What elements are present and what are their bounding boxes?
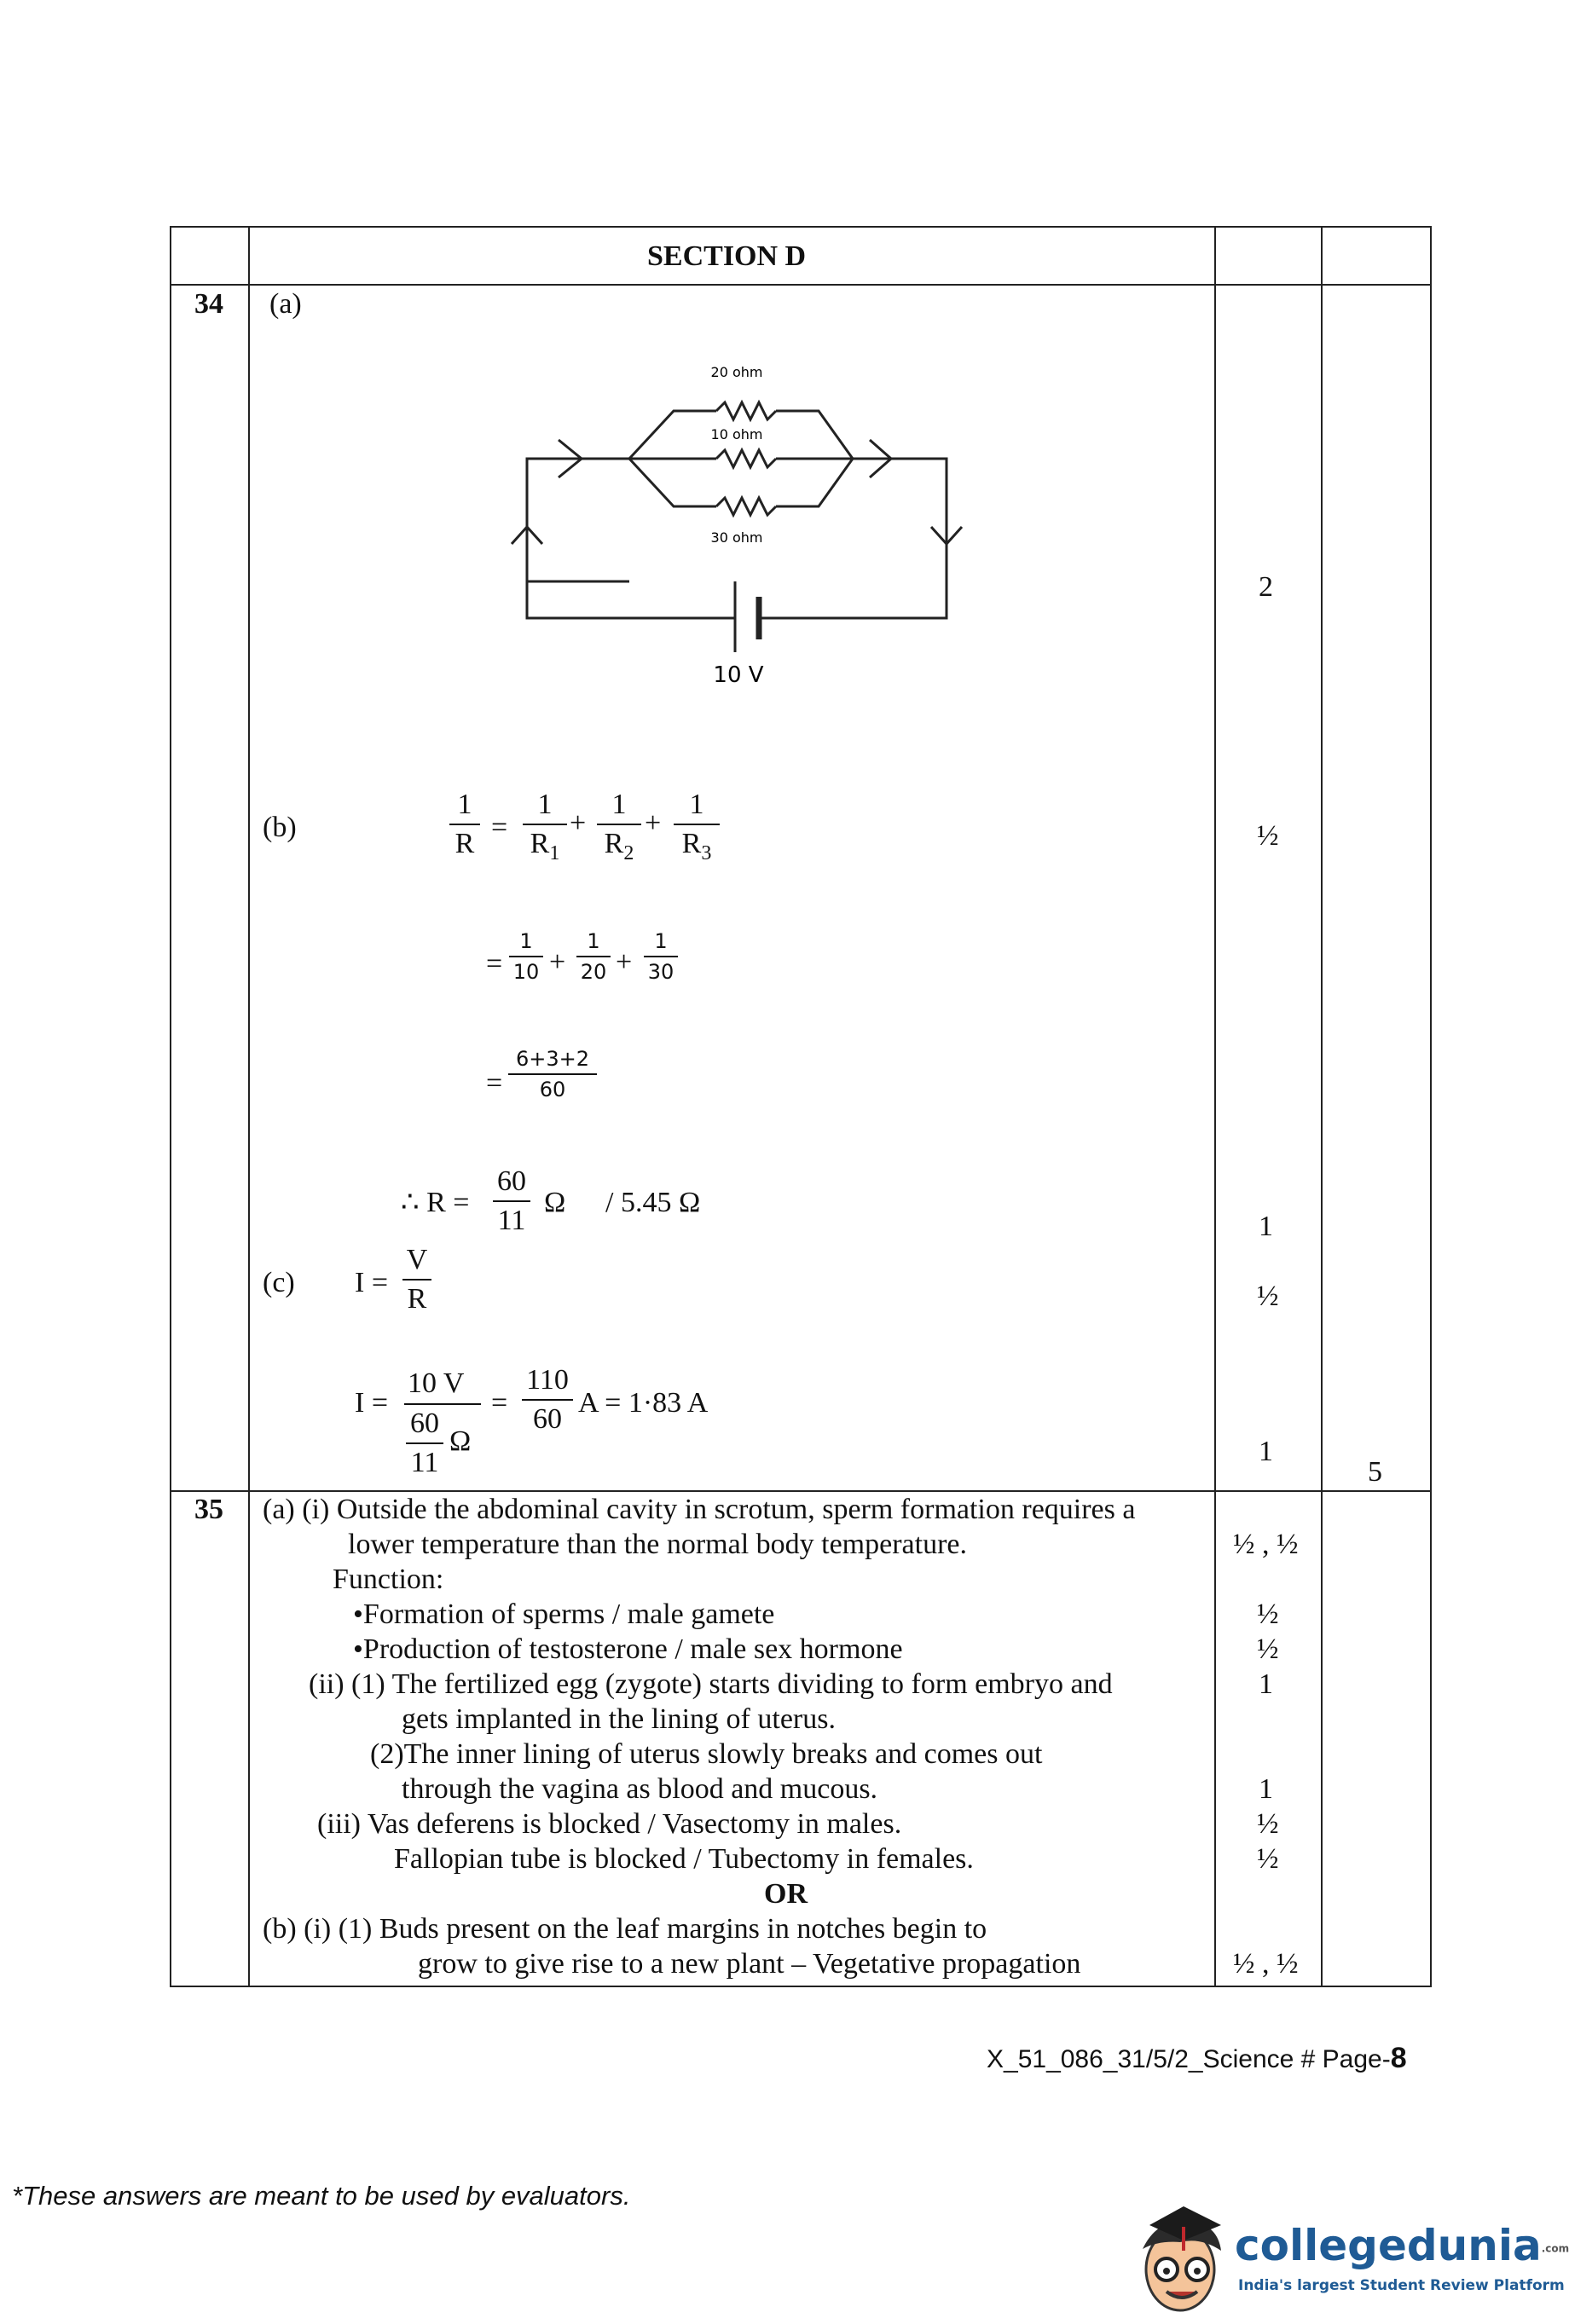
question-number-34: 34 (194, 288, 223, 320)
marks-34c-1: ½ (1257, 1281, 1279, 1312)
formula-r1: 1 $R_1$ (523, 789, 567, 870)
plus-sign: + (616, 946, 633, 978)
formula-lhs: 1 R (449, 789, 480, 860)
result-prefix: ∴ R = (401, 1187, 470, 1218)
brand-tagline: India's largest Student Review Platform (1238, 2277, 1565, 2294)
resistor-label-10: 10 ohm (710, 426, 763, 442)
marks-34b-2: 1 (1259, 1211, 1273, 1242)
result-unit: Ω (544, 1187, 566, 1218)
resistor-label-20: 20 ohm (710, 364, 763, 380)
eq-sign: = (491, 812, 508, 843)
step1-frac-3: 1 30 (644, 929, 678, 984)
step2-frac: 6+3+2 60 (508, 1047, 597, 1101)
brand-name: collegedunia.com (1235, 2221, 1569, 2270)
eq-sign: = (486, 1067, 503, 1099)
plus-sign: + (549, 946, 566, 978)
result-frac: 60 11 (493, 1165, 530, 1237)
step1-frac-1: 1 10 (509, 929, 543, 984)
current-lhs: I = (355, 1387, 388, 1419)
ohm-lhs: I = (355, 1267, 388, 1298)
result-alt: / 5.45 Ω (605, 1187, 701, 1218)
marks-34a: 2 (1259, 571, 1273, 603)
section-title: SECTION D (647, 240, 807, 272)
marks-34c-2: 1 (1259, 1436, 1273, 1467)
plus-sign: + (570, 807, 587, 839)
formula-r3: 1 $R_3$ (674, 789, 720, 870)
ohm-frac: V R (402, 1244, 431, 1315)
current-tail: A = 1·83 A (578, 1387, 709, 1419)
eq-sign: = (486, 948, 503, 980)
question-number-35: 35 (194, 1494, 223, 1525)
part-b-label: (b) (263, 812, 297, 843)
resistor-label-30: 30 ohm (710, 529, 763, 546)
circuit-diagram (503, 358, 981, 699)
battery-label: 10 V (713, 662, 764, 688)
part-c-label: (c) (263, 1267, 295, 1298)
total-marks-34: 5 (1368, 1456, 1382, 1488)
part-a-label: (a) (269, 288, 302, 320)
page-reference: X_51_086_31/5/2_Science # Page-8 (987, 2042, 1407, 2074)
formula-r2: 1 $R_2$ (597, 789, 641, 870)
step1-frac-2: 1 20 (576, 929, 611, 984)
marks-34b-1: ½ (1257, 820, 1279, 852)
evaluator-note: *These answers are meant to be used by evaluators. (12, 2181, 631, 2211)
mascot-icon (1132, 2200, 1231, 2319)
plus-sign: + (645, 807, 662, 839)
current-frac-2: 110 60 (522, 1364, 573, 1436)
eq-sign: = (491, 1387, 508, 1419)
